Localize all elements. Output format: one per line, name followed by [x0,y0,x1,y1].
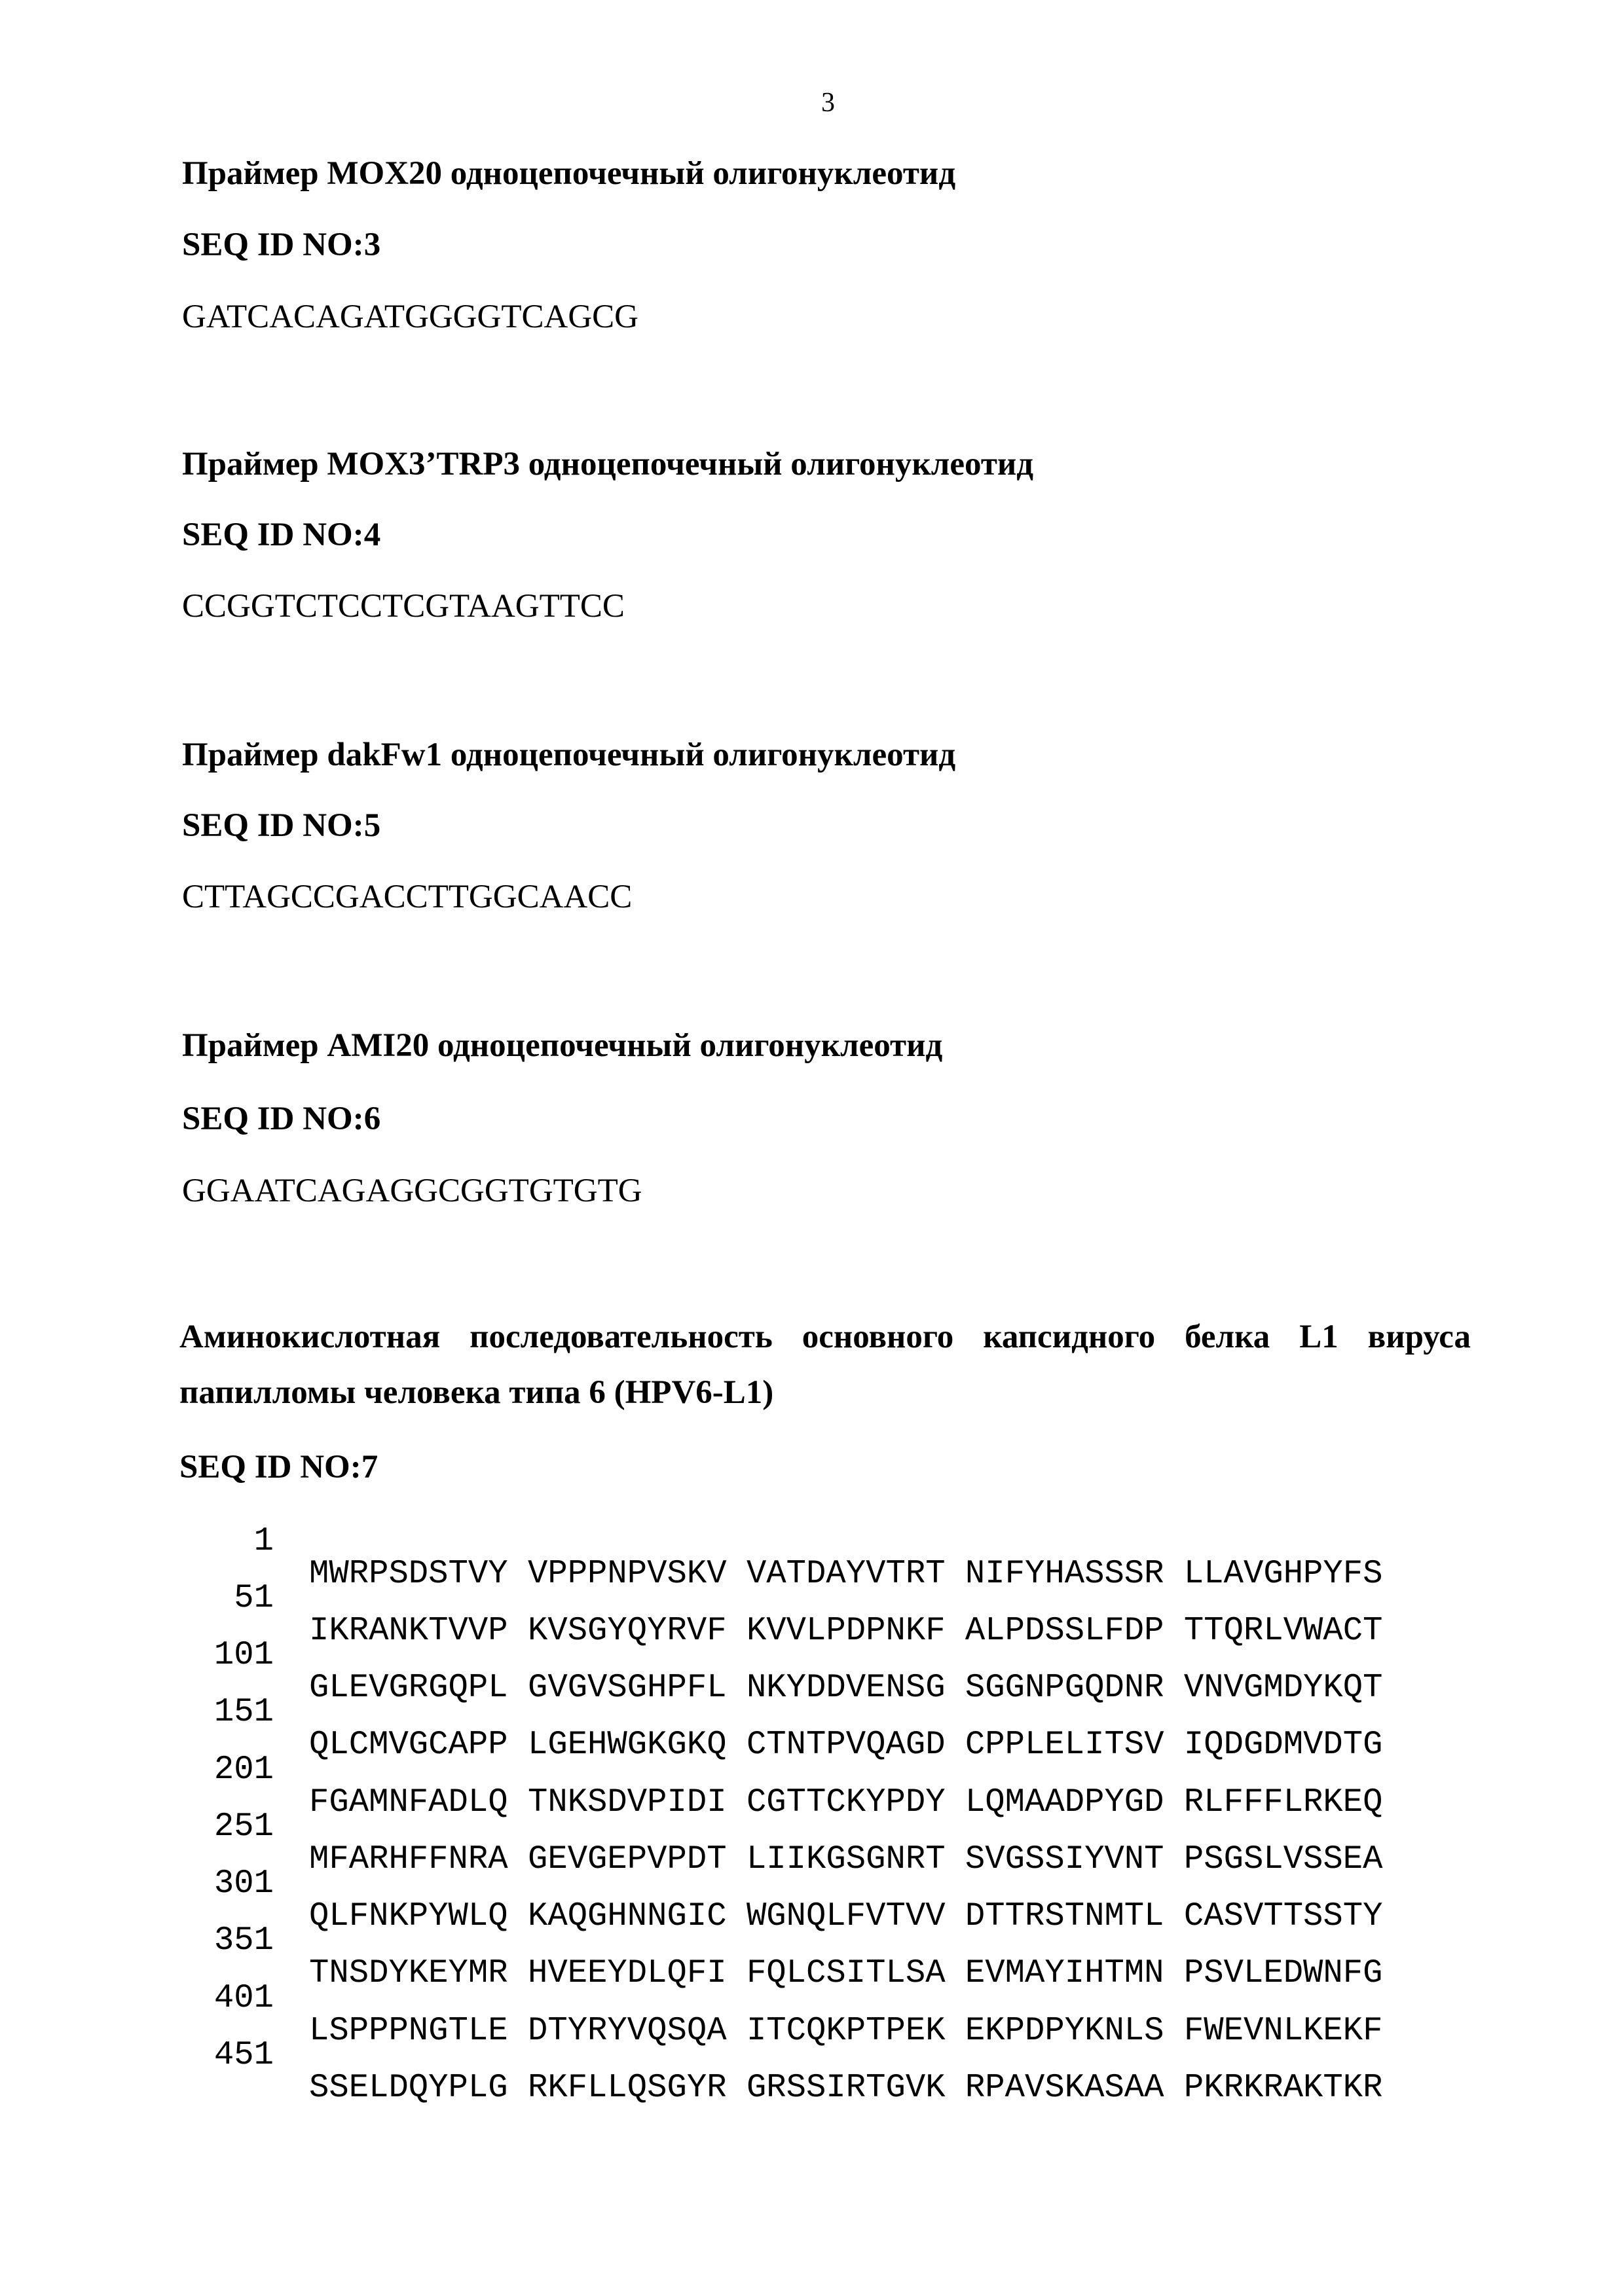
residue-position: 301 [169,1868,274,1901]
residue-position: 351 [169,1925,274,1958]
seq-id-label: SEQ ID NO:4 [182,519,380,552]
sequence-row [0,1549,159,1586]
primer-title: Праймер AMI20 одноцепочечный олигонуклеотид [182,1029,942,1063]
residues: LSPPPNGTLE DTYRYVQSQA ITCQKPTPEK EKPDPYKNLS FWEVNLKEKF [309,2015,1383,2049]
sequence-row [0,1721,159,1757]
primer-title: Праймер MOX20 одноцепочечный олигонуклеотид [182,157,955,191]
residues: MFARHFFNRA GEVGEPVPDT LIIKGSGNRT SVGSSIYVNT PSGSLVSSEA [309,1844,1383,1877]
title-word: белка [1185,1321,1270,1354]
residue-position: 1 [169,1525,274,1559]
residue-position: 151 [169,1696,274,1730]
nucleotide-sequence: GGAATCAGAGGCGGTGTGTG [182,1175,642,1208]
title-word: вируса [1368,1321,1471,1354]
seq-id-label: SEQ ID NO:6 [182,1102,380,1136]
seq-id-label: SEQ ID NO:7 [179,1451,378,1484]
residues: TNSDYKEYMR HVEEYDLQFI FQLCSITLSA EVMAYIHTMN PSVLEDWNFG [309,1958,1383,1991]
sequence-row [0,1777,159,1814]
title-word: капсидного [983,1321,1155,1354]
residue-position: 401 [169,1982,274,2016]
residue-position: 51 [169,1582,274,1616]
sequence-row [0,1891,159,1928]
nucleotide-sequence: CCGGTCTCCTCGTAAGTTCC [182,590,625,623]
protein-title-line-2: папилломы человека типа 6 (HPV6-L1) [179,1376,773,1410]
residue-position: 251 [169,1811,274,1844]
residues: QLCMVGCAPP LGEHWGKGKQ CTNTPVQAGD CPPLELITSV IQDGDMVDTG [309,1729,1383,1762]
sequence-row [0,1606,159,1643]
residue-position: 451 [169,2039,274,2073]
residues: SSELDQYPLG RKFLLQSGYR GRSSIRTGVK RPAVSKASAA PKRKRAKTKR [309,2072,1383,2105]
residues: FGAMNFADLQ TNKSDVPIDI CGTTCKYPDY LQMAADPYGD RLFFFLRKEQ [309,1787,1383,1820]
sequence-row [0,1949,159,1986]
sequence-row [0,1834,159,1871]
residues: QLFNKPYWLQ KAQGHNNGIC WGNQLFVTVV DTTRSTNMTL CASVTTSSTY [309,1901,1383,1934]
primer-title: Праймер MOX3’TRP3 одноцепочечный олигонуклеотид [182,448,1033,481]
title-word: L1 [1299,1321,1338,1354]
nucleotide-sequence: CTTAGCCGACCTTGGCAACC [182,881,632,914]
sequence-row [0,2006,159,2043]
title-word: последовательность [470,1321,773,1354]
sequence-row [0,1663,159,1700]
seq-id-label: SEQ ID NO:3 [182,228,380,262]
primer-title: Праймер dakFw1 одноцепочечный олигонуклеотид [182,738,955,772]
title-word: Аминокислотная [179,1321,440,1354]
residues: IKRANKTVVP KVSGYQYRVF KVVLPDPNKF ALPDSSLFDP TTQRLVWACT [309,1615,1383,1649]
protein-title-line-1 [179,1321,1471,1354]
title-word: основного [802,1321,954,1354]
sequence-row [0,1492,159,1529]
seq-id-label: SEQ ID NO:5 [182,809,380,843]
page-number: 3 [821,89,835,117]
residues: GLEVGRGQPL GVGVSGHPFL NKYDDVENSG SGGNPGQDNR VNVGMDYKQT [309,1672,1383,1705]
residues: MWRPSDSTVY VPPPNPVSKV VATDAYVTRT NIFYHASSSR LLAVGHPYFS [309,1558,1383,1592]
residue-position: 101 [169,1639,274,1673]
nucleotide-sequence: GATCACAGATGGGGTCAGCG [182,301,638,334]
residue-position: 201 [169,1754,274,1787]
